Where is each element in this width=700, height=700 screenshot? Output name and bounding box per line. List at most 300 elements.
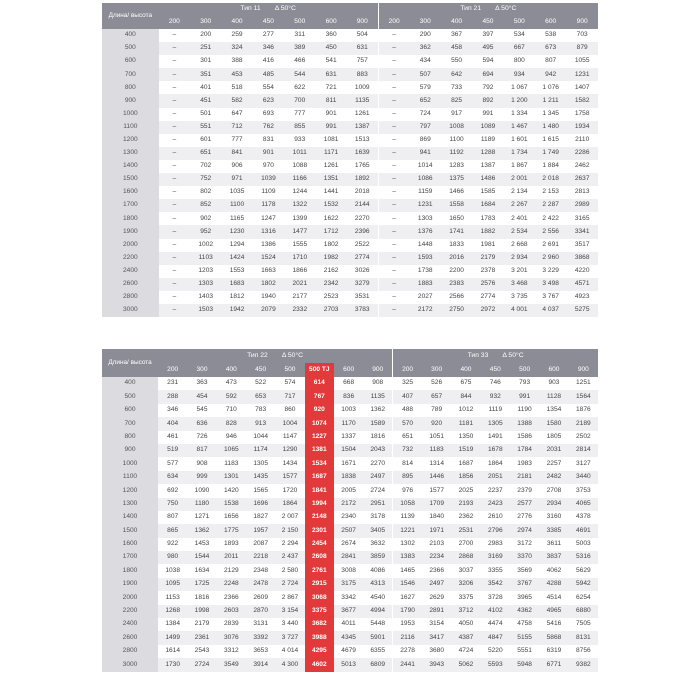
value-cell: 3355 [481,564,510,577]
value-cell: 991 [472,108,503,121]
length-cell: 1500 [102,524,158,537]
table-row [102,377,598,390]
value-cell: 667 [504,42,535,55]
value-cell: 1055 [566,55,598,68]
value-cell: 1247 [253,212,284,225]
value-cell: 1100 [441,134,472,147]
value-cell: 1710 [284,252,315,265]
value-cell: 1165 [221,212,252,225]
value-cell: 952 [190,225,221,238]
value-cell: 860 [275,404,304,417]
value-cell: 1147 [275,431,304,444]
table-row [102,578,598,591]
value-cell: 4679 [334,645,363,658]
value-cell: – [378,29,409,42]
value-cell: 2796 [481,524,510,537]
value-cell: 2750 [441,304,472,317]
value-cell: 3868 [566,252,598,265]
value-cell: 5629 [569,564,598,577]
value-cell: 2144 [347,199,378,212]
value-cell: 4994 [363,605,392,618]
radiator-table-type-11-21 [102,3,598,317]
value-cell: 3767 [510,578,539,591]
value-cell: 920 [305,404,334,417]
value-cell: 5013 [334,658,363,671]
value-cell: 1725 [187,578,216,591]
table-row [102,173,598,186]
value-cell: 416 [253,55,284,68]
value-cell: 1 749 [535,147,566,160]
value-cell: 3172 [510,538,539,551]
value-cell: 976 [393,484,422,497]
value-cell: 351 [190,68,221,81]
value-cell: 1577 [275,471,304,484]
value-cell: 2189 [569,417,598,430]
value-cell: 1095 [158,578,187,591]
value-cell: 1230 [221,225,252,238]
value-cell: 852 [190,199,221,212]
value-cell: 1305 [481,417,510,430]
value-cell: 1622 [315,212,346,225]
value-cell: 917 [441,108,472,121]
value-cell: 797 [410,121,441,134]
value-cell: 1555 [284,239,315,252]
value-cell: 3037 [451,564,480,577]
value-cell: 1337 [334,431,363,444]
value-cell: 792 [472,81,503,94]
value-cell: 2177 [284,291,315,304]
length-cell: 1700 [102,551,158,564]
value-cell: 631 [315,68,346,81]
value-cell: 703 [566,29,598,42]
value-cell: 2011 [217,551,246,564]
value-cell: 825 [441,94,472,107]
value-cell: 1720 [275,484,304,497]
value-cell: 1081 [315,134,346,147]
value-cell: 2200 [441,265,472,278]
value-cell: 1170 [334,417,363,430]
value-cell: 541 [315,55,346,68]
value-cell: 434 [410,55,441,68]
value-cell: 811 [315,94,346,107]
value-cell: 1565 [246,484,275,497]
value-cell: 4 014 [275,645,304,658]
value-cell: 2708 [539,484,568,497]
length-cell: 2000 [102,591,158,604]
value-cell: 407 [393,390,422,403]
value-cell: 3680 [422,645,451,658]
value-cell: 1513 [347,134,378,147]
value-cell: 1 615 [535,134,566,147]
value-cell: 855 [284,121,315,134]
value-cell: 2637 [566,173,598,186]
value-cell: 2774 [472,291,503,304]
value-cell: 1388 [510,417,539,430]
value-cell: 2 437 [275,551,304,564]
value-cell: 1375 [441,173,472,186]
value-cell: 601 [190,134,221,147]
value-cell: 883 [347,68,378,81]
value-cell: 538 [535,29,566,42]
value-cell: 4 001 [504,304,535,317]
value-cell: 1314 [422,457,451,470]
length-cell: 2400 [102,265,159,278]
value-cell: 4514 [539,591,568,604]
height-header: 200 [378,16,409,29]
table-row [102,551,598,564]
value-cell: 1244 [284,186,315,199]
value-cell: 622 [284,81,315,94]
value-cell: 2051 [481,471,510,484]
value-cell: 5316 [569,551,598,564]
table-row [102,94,598,107]
value-cell: 1051 [422,431,451,444]
value-cell: 1544 [187,551,216,564]
value-cell: 4540 [363,591,392,604]
value-cell: 1816 [187,591,216,604]
value-cell: 1174 [246,444,275,457]
value-cell: 1065 [217,444,246,457]
height-header: 450 [481,363,510,377]
table-row [102,42,598,55]
value-cell: 6809 [363,658,392,671]
value-cell: 2 668 [504,239,535,252]
value-cell: 746 [481,377,510,390]
value-cell: 1671 [334,457,363,470]
value-cell: 2 018 [535,173,566,186]
table-row [102,605,598,618]
value-cell: 4571 [566,278,598,291]
length-cell: 1000 [102,108,159,121]
value-cell: 652 [410,94,441,107]
value-cell: 2234 [422,551,451,564]
length-cell: 2600 [102,278,159,291]
length-cell: 2200 [102,252,159,265]
value-cell: 574 [275,377,304,390]
value-cell: – [378,199,409,212]
height-header: 200 [393,363,422,377]
value-cell: 1003 [334,404,363,417]
value-cell: 4 300 [275,658,304,671]
value-cell: 865 [158,524,187,537]
value-cell: 1 601 [504,134,535,147]
value-cell: 1387 [347,121,378,134]
value-cell: 879 [566,42,598,55]
table-row [102,564,598,577]
length-cell: 600 [102,404,158,417]
value-cell: 290 [410,29,441,42]
value-cell: 4923 [566,291,598,304]
value-cell: 1 467 [504,121,535,134]
height-header: 200 [159,16,190,29]
value-cell: 3154 [422,618,451,631]
value-cell: 2005 [334,484,363,497]
value-cell: 807 [158,511,187,524]
value-cell: 466 [284,55,315,68]
value-cell: 1994 [305,498,334,511]
table-row [102,390,598,403]
value-cell: 767 [305,390,334,403]
value-cell: 1790 [393,605,422,618]
value-cell: 1687 [305,471,334,484]
value-cell: 545 [187,404,216,417]
value-cell: 2301 [305,524,334,537]
value-cell: 9382 [569,658,598,671]
value-cell: 1580 [539,417,568,430]
value-cell: 2891 [422,605,451,618]
value-cell: 1008 [441,121,472,134]
value-cell: 404 [158,417,187,430]
value-cell: 901 [315,108,346,121]
value-cell: 1534 [305,457,334,470]
value-cell: – [159,252,190,265]
value-cell: 789 [422,404,451,417]
height-header: 600 [334,363,363,377]
value-cell: 346 [158,404,187,417]
value-cell: 1882 [472,225,503,238]
value-cell: 920 [422,417,451,430]
value-cell: 777 [284,108,315,121]
value-cell: 346 [253,42,284,55]
value-cell: 2576 [472,278,503,291]
value-cell: 908 [187,457,216,470]
value-cell: 2366 [217,591,246,604]
value-cell: 3653 [246,645,275,658]
value-cell: 2951 [363,498,392,511]
value-cell: 2148 [305,511,334,524]
value-cell: 1532 [315,199,346,212]
length-cell: 3000 [102,658,158,671]
value-cell: 2868 [451,551,480,564]
value-cell: 2361 [187,631,216,644]
table-row [102,471,598,484]
value-cell: – [378,160,409,173]
value-cell: 1435 [246,471,275,484]
value-cell: 903 [539,377,568,390]
value-cell: 636 [187,417,216,430]
value-cell: 3988 [305,631,334,644]
value-cell: 2129 [217,564,246,577]
value-cell: 3206 [451,578,480,591]
value-cell: 1181 [451,417,480,430]
group-delta: Δ 50°C [274,5,296,13]
value-cell: – [159,304,190,317]
value-cell: 6254 [569,591,598,604]
value-cell: 724 [410,108,441,121]
value-cell: 485 [253,68,284,81]
value-cell: 458 [441,42,472,55]
value-cell: 1288 [472,147,503,160]
value-cell: 3517 [566,239,598,252]
value-cell: 1816 [363,431,392,444]
value-cell: 1271 [187,511,216,524]
table-row [102,55,598,68]
value-cell: 3677 [334,605,363,618]
value-cell: – [159,68,190,81]
value-cell: 3175 [334,578,363,591]
value-cell: 2027 [410,291,441,304]
length-cell: 2800 [102,291,159,304]
value-cell: 647 [221,108,252,121]
value-cell: 1802 [253,278,284,291]
value-cell: 1833 [441,239,472,252]
value-cell: 2172 [410,304,441,317]
value-cell: 3 498 [535,278,566,291]
value-cell: 1139 [393,511,422,524]
height-header: 500 [510,363,539,377]
value-cell: 3728 [481,591,510,604]
value-cell: 397 [472,29,503,42]
value-cell: 3 727 [275,631,304,644]
value-cell: 277 [253,29,284,42]
value-cell: 902 [190,212,221,225]
value-cell: 2 153 [535,186,566,199]
value-cell: 3 767 [535,291,566,304]
value-cell: 1 867 [504,160,535,173]
length-cell: 800 [102,81,159,94]
value-cell: 2531 [451,524,480,537]
value-cell: 1558 [441,199,472,212]
table-row [102,81,598,94]
value-cell: 4313 [363,578,392,591]
value-cell: 807 [535,55,566,68]
length-cell: 1700 [102,199,159,212]
value-cell: 1386 [253,239,284,252]
height-header: 900 [566,16,598,29]
value-cell: – [378,121,409,134]
value-cell: – [159,108,190,121]
value-cell: 2497 [422,578,451,591]
value-cell: 1362 [187,524,216,537]
value-cell: 836 [334,390,363,403]
value-cell: 2776 [510,511,539,524]
length-cell: 700 [102,417,158,430]
value-cell: 2378 [472,265,503,278]
length-cell: 900 [102,444,158,457]
value-cell: 1453 [187,538,216,551]
value-cell: 2079 [253,304,284,317]
value-cell: 1656 [217,511,246,524]
value-cell: 2972 [472,304,503,317]
value-cell: 657 [422,390,451,403]
value-cell: 2441 [393,658,422,671]
value-cell: – [159,134,190,147]
value-cell: 1002 [190,239,221,252]
value-cell: 1403 [190,291,221,304]
value-cell: 844 [451,390,480,403]
value-cell: 1 884 [535,160,566,173]
value-cell: 518 [221,81,252,94]
value-cell: 1303 [190,278,221,291]
value-cell: 1387 [472,160,503,173]
value-cell: 1283 [441,160,472,173]
value-cell: 3611 [539,538,568,551]
value-cell: 934 [504,68,535,81]
value-cell: 2 934 [504,252,535,265]
value-cell: 2 867 [275,591,304,604]
value-cell: 389 [284,42,315,55]
value-cell: 3375 [305,605,334,618]
length-cell: 500 [102,42,159,55]
value-cell: 3682 [305,618,334,631]
height-header: 400 [441,16,472,29]
value-cell: 802 [190,186,221,199]
value-cell: 2379 [510,484,539,497]
value-cell: 1477 [284,225,315,238]
value-cell: – [159,81,190,94]
height-header: 500 TJ [305,363,334,377]
table-row [102,278,598,291]
value-cell: 1953 [393,618,422,631]
value-cell: 579 [410,81,441,94]
value-cell: 7505 [569,618,598,631]
value-cell: 488 [393,404,422,417]
value-cell: 1957 [246,524,275,537]
value-cell: 1639 [347,147,378,160]
value-cell: 3341 [566,225,598,238]
value-cell: 2162 [315,265,346,278]
value-cell: 1420 [217,484,246,497]
value-cell: 2870 [246,605,275,618]
value-cell: 2915 [305,578,334,591]
value-cell: 4086 [363,564,392,577]
value-cell: 3569 [510,564,539,577]
value-cell: 2577 [510,498,539,511]
length-cell: 2200 [102,605,158,618]
value-cell: 1383 [393,551,422,564]
value-cell: 1 480 [535,121,566,134]
value-cell: 991 [315,121,346,134]
length-cell: 1100 [102,121,159,134]
value-cell: 2629 [422,591,451,604]
value-cell: 1866 [284,265,315,278]
value-cell: 651 [393,431,422,444]
value-cell: 4102 [481,605,510,618]
value-cell: 3127 [569,457,598,470]
value-cell: 6771 [539,658,568,671]
value-cell: 1982 [315,252,346,265]
table-row [102,225,598,238]
value-cell: 1783 [472,212,503,225]
value-cell: 3131 [246,618,275,631]
value-cell: 2018 [347,186,378,199]
value-cell: – [159,160,190,173]
value-cell: 2974 [510,524,539,537]
value-cell: 2383 [441,278,472,291]
height-header: 200 [158,363,187,377]
table-row [102,645,598,658]
value-cell: 726 [187,431,216,444]
value-cell: 3753 [569,484,598,497]
value-cell: 2043 [363,444,392,457]
value-cell: 4602 [305,658,334,671]
value-cell: 1039 [253,173,284,186]
value-cell: 544 [284,68,315,81]
group-delta: Δ 50°C [281,351,304,359]
value-cell: 2181 [510,471,539,484]
value-cell: 1983 [510,457,539,470]
value-cell: 4345 [334,631,363,644]
value-cell: 2237 [481,484,510,497]
value-cell: 1892 [347,173,378,186]
value-cell: 2989 [566,199,598,212]
value-cell: 3165 [566,212,598,225]
value-cell: 1486 [472,173,503,186]
value-cell: – [159,212,190,225]
table-row [102,618,598,631]
value-cell: 501 [190,108,221,121]
value-cell: 1135 [347,94,378,107]
